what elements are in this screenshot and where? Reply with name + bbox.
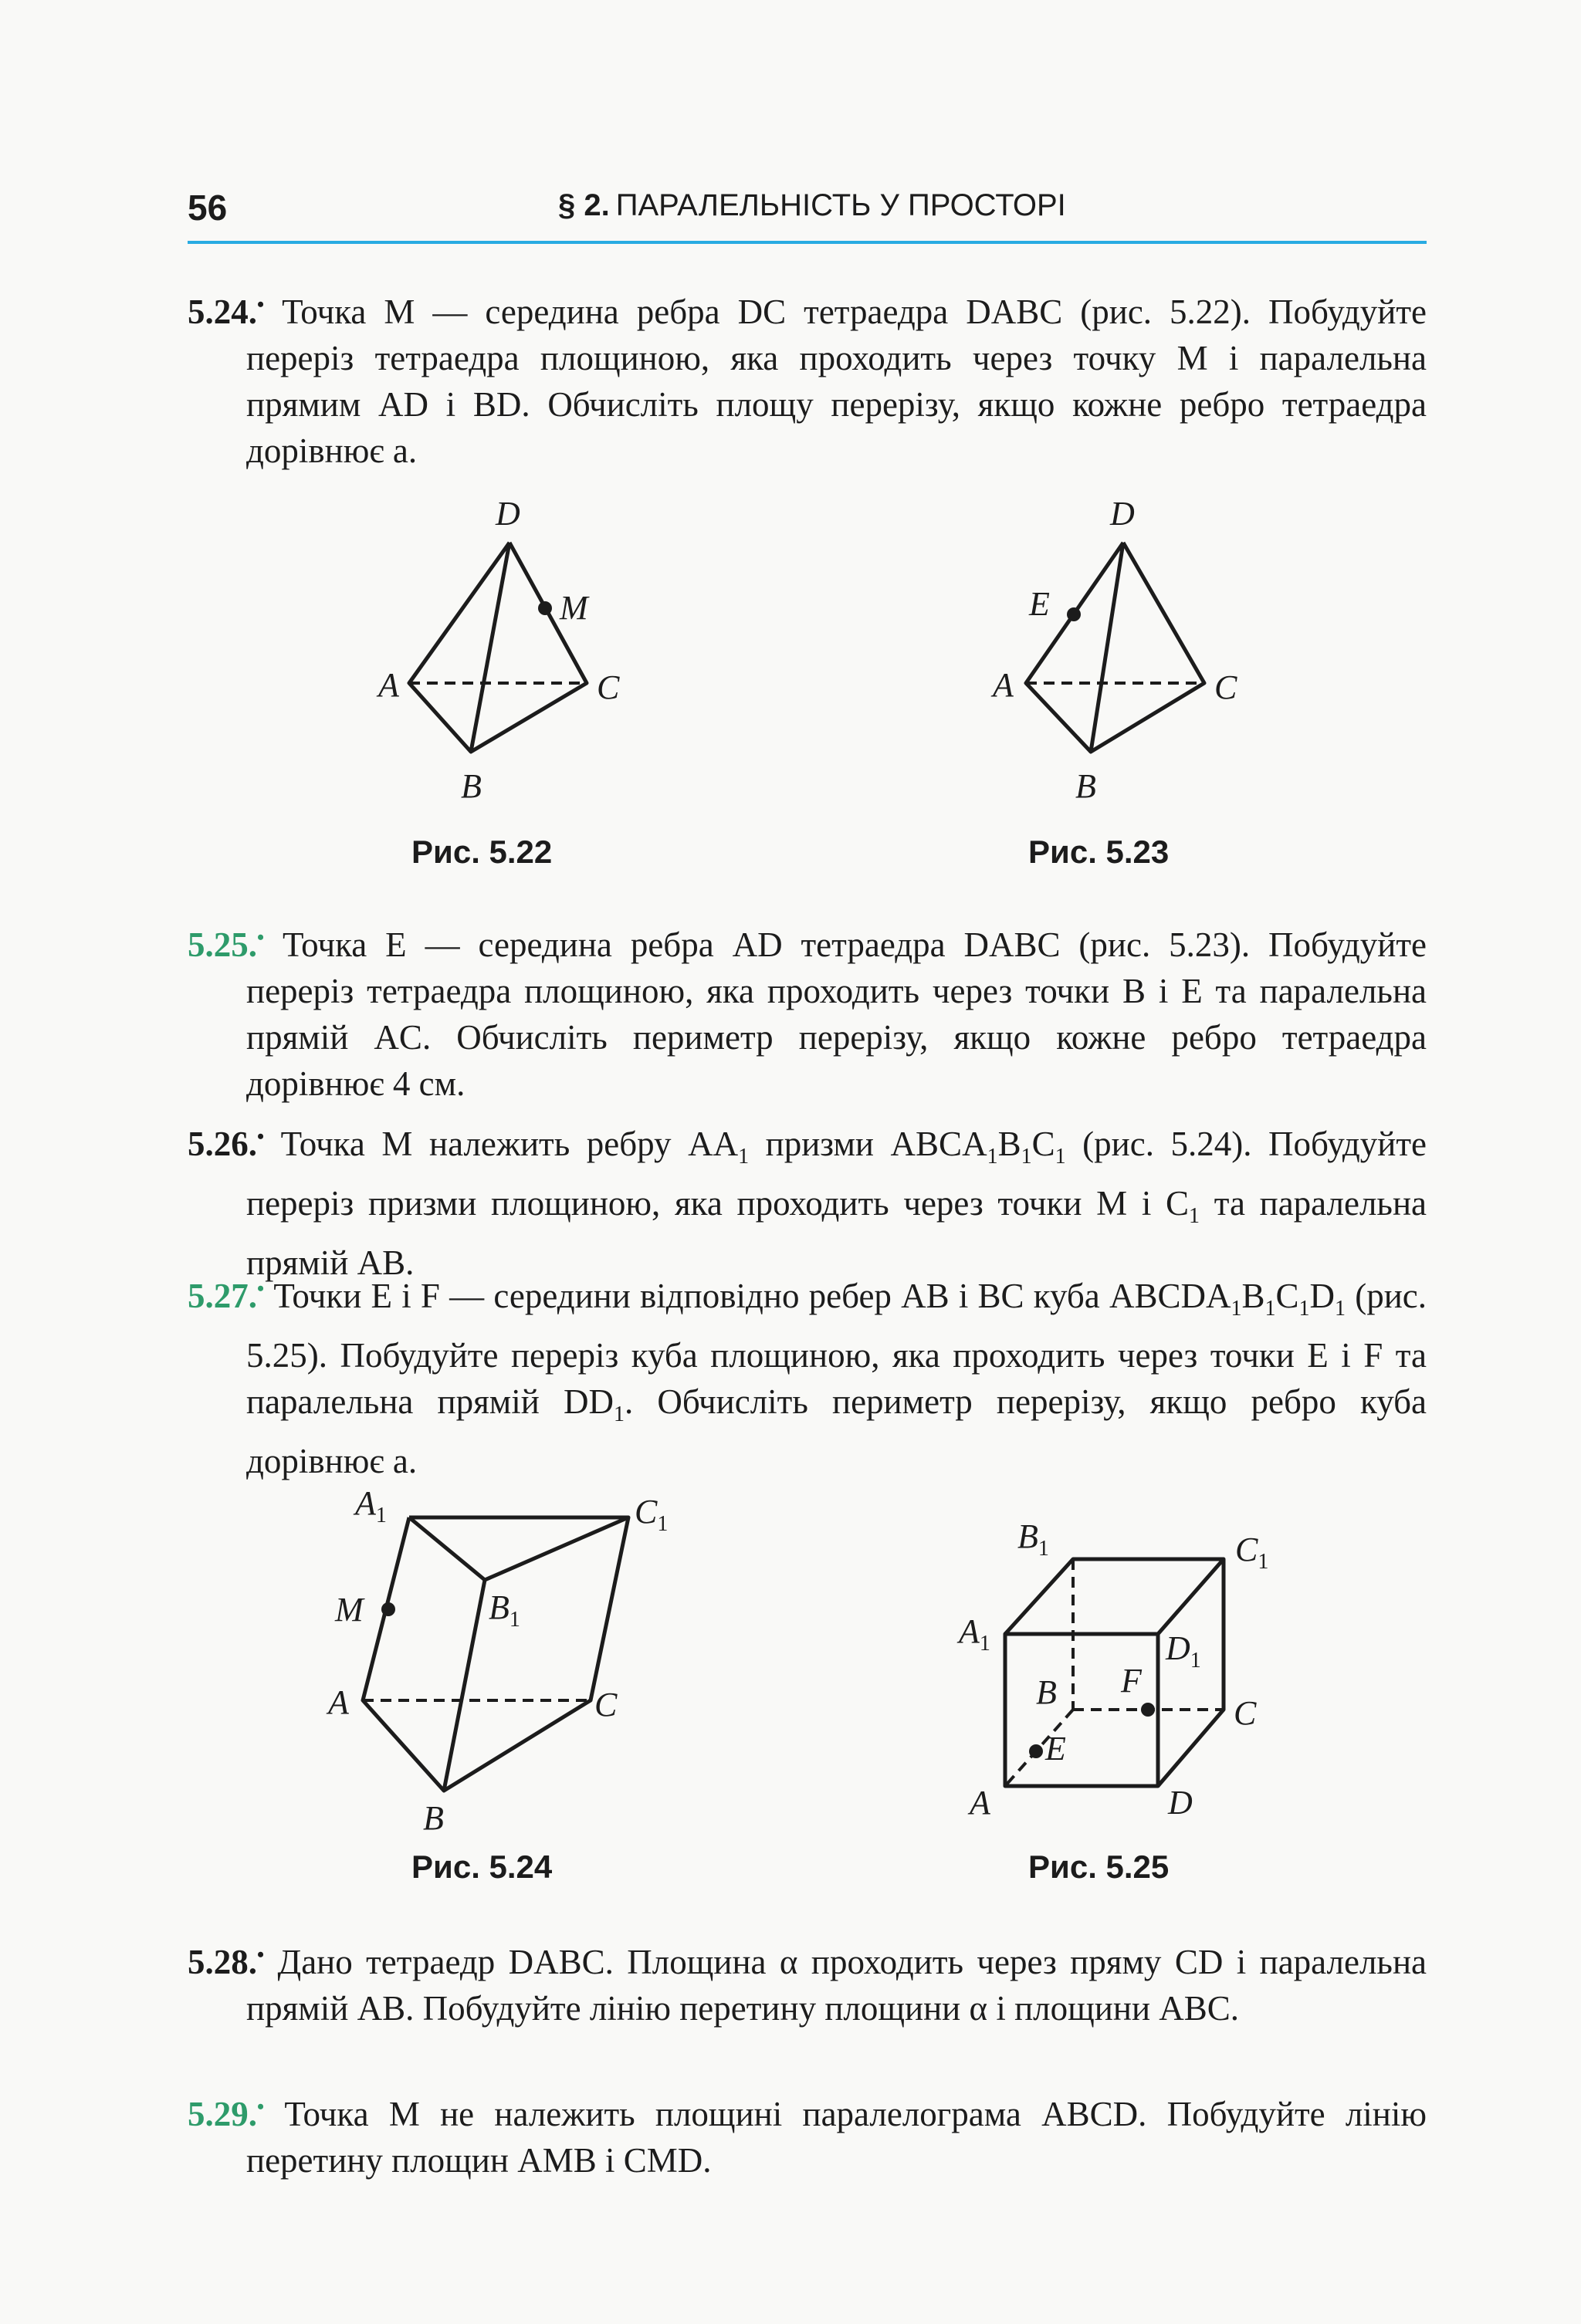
label-B1: $B_1$ <box>489 1588 520 1632</box>
label-A: A <box>970 1784 990 1822</box>
problem-number: 5.24.• <box>188 293 265 331</box>
page-header <box>188 179 1427 244</box>
label-A1: $A_1$ <box>959 1612 990 1656</box>
problem-number: 5.29.• <box>188 2095 265 2133</box>
label-E: E <box>1045 1730 1066 1768</box>
label-D1: $D_1$ <box>1166 1629 1201 1673</box>
label-B1: $B_1$ <box>1017 1517 1049 1561</box>
label-C1: $C_1$ <box>635 1493 669 1536</box>
label-C1: $C_1$ <box>1235 1531 1269 1574</box>
label-B: B <box>1036 1673 1057 1711</box>
page-number: 56 <box>188 188 228 228</box>
section-title <box>558 188 1066 223</box>
label-A: A <box>328 1683 349 1721</box>
label-A: A <box>378 666 399 704</box>
problem-text: Точка M — середина ребра DC тетраедра DABC (рис. 5.22). Побудуйте переріз тетраедра площиною, яка проходить через точку M і паралельна прямим AD і BD. Обчисліть площу перерізу, якщо кожне ребро тетраедра дорівнює a. <box>246 293 1427 470</box>
label-D: D <box>496 495 520 533</box>
problem-5-28 <box>188 1932 1427 2031</box>
figure-5-22 <box>363 494 641 810</box>
label-C: C <box>594 1686 618 1724</box>
figure-5-24 <box>317 1482 702 1837</box>
figure-5-23 <box>977 494 1254 810</box>
problem-5-25 <box>188 915 1427 1107</box>
caption-5-24: Рис. 5.24 <box>411 1849 553 1885</box>
problem-text: Дано тетраедр DABC. Площина α проходить через пряму CD і паралельна прямій AB. Побудуйте лінію перетину площини α і площини ABC. <box>246 1943 1427 2028</box>
label-M: M <box>560 589 588 627</box>
label-C: C <box>597 668 620 706</box>
problem-number: 5.28.• <box>188 1943 265 1981</box>
label-B: B <box>461 767 482 805</box>
label-D: D <box>1110 495 1135 533</box>
caption-5-25: Рис. 5.25 <box>1028 1849 1170 1885</box>
label-C: C <box>1214 668 1237 706</box>
section-title-text: ПАРАЛЕЛЬНІСТЬ У ПРОСТОРІ <box>615 188 1066 222</box>
caption-5-23: Рис. 5.23 <box>1028 834 1170 870</box>
problem-number: 5.26.• <box>188 1125 265 1163</box>
problem-5-27: 5.27.• Точки E і F — середини відповідно ребер AB і BC куба $ABCDA_1B_1C_1D_1$ (рис. 5.25). Побудуйте переріз куба площиною, яка проходить через точки E і F та паралельна прямій $DD_1$. Обчисліть периметр перерізу, якщо ребро куба дорівнює a. <box>188 1277 1427 1480</box>
label-B: B <box>1075 767 1096 805</box>
problem-text: Точка M не належить площині паралелограма ABCD. Побудуйте лінію перетину площин AMB і CMD. <box>246 2095 1427 2180</box>
label-C: C <box>1234 1694 1257 1732</box>
problem-5-24 <box>188 282 1427 474</box>
label-A: A <box>993 666 1014 704</box>
label-D: D <box>1168 1784 1193 1822</box>
problem-number: 5.27.• <box>188 1277 265 1315</box>
label-F: F <box>1121 1662 1142 1700</box>
label-A1: $A_1$ <box>355 1484 387 1527</box>
caption-5-22: Рис. 5.22 <box>411 834 553 870</box>
figure-5-25 <box>950 1513 1281 1829</box>
problem-5-29 <box>188 2084 1427 2184</box>
label-M: M <box>335 1591 364 1629</box>
label-E: E <box>1029 585 1050 623</box>
section-mark: § 2. <box>558 188 610 222</box>
problem-text: Точка E — середина ребра AD тетраедра DABC (рис. 5.23). Побудуйте переріз тетраедра площиною, яка проходить через точки B і E та паралельна прямій AC. Обчисліть периметр перерізу, якщо кожне ребро тетраедра дорівнює 4 см. <box>246 925 1427 1103</box>
problem-5-26: 5.26.• Точка M належить ребру $AA_1$ призми $ABCA_1B_1C_1$ (рис. 5.24). Побудуйте переріз призми площиною, яка проходить через точки M і $C_1$ та паралельна прямій AB. <box>188 1125 1427 1282</box>
problem-number: 5.25.• <box>188 925 265 964</box>
label-B: B <box>423 1799 444 1837</box>
